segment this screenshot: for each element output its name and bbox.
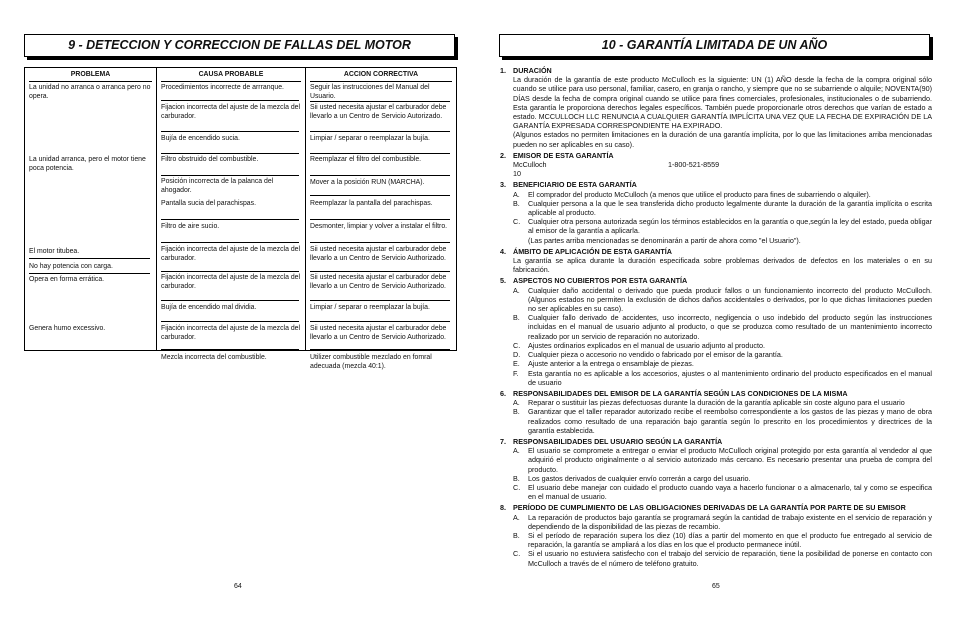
action-cell: Sii usted necesita ajustar el carburador debe llevarlo a un Centro de Servicio Authorizado. bbox=[310, 274, 447, 290]
row-divider bbox=[161, 175, 299, 176]
row-divider bbox=[310, 349, 450, 350]
action-cell: Seguir las instrucciones del Manual del Usuario. bbox=[310, 84, 430, 100]
cause-cell: Procedimientos incorrecte de arrranque. bbox=[161, 84, 284, 91]
list-item: B. Si el período de reparación supera los diez (10) días a partir del momento en que el producto fue entregado al servicio de reparación, la garantía se ampliará a los días en los que el producto permanece inútil. bbox=[513, 530, 932, 550]
row-divider bbox=[310, 175, 450, 176]
action-header: ACCION CORRECTIVA bbox=[310, 71, 452, 82]
list-item: E. Ajuste anterior a la entrega o ensamblaje de piezas. bbox=[513, 359, 694, 369]
list-item: A. Cualquier daño accidental o derivado que pueda producir fallos o un funcionamiento incorrecto del producto McCulloch.(Algunos estados no permiten la exclusión de dichos daños accidentales o derivados, por lo que dichas limitaciones pueden no ser aplicables en su caso). bbox=[513, 285, 932, 314]
cause-header: CAUSA PROBABLE bbox=[161, 71, 301, 82]
row-divider bbox=[310, 271, 450, 272]
row-divider bbox=[161, 219, 299, 220]
section-heading: 2. EMISOR DE ESTA GARANTÍA bbox=[500, 150, 614, 160]
section-9-title-box bbox=[24, 34, 455, 57]
issuer-line bbox=[500, 160, 932, 169]
section-heading: 5. ASPECTOS NO CUBIERTOS POR ESTA GARANTÍA bbox=[500, 276, 688, 286]
section-heading: 7. RESPONSABILIDADES DEL USUARIO SEGÚN LA GARANTÍA bbox=[500, 436, 723, 446]
cause-cell: Filtro de aire sucio. bbox=[161, 223, 220, 230]
cause-cell: Mezcla incorrecta del combustible. bbox=[161, 354, 267, 361]
section-heading: 8. PERÍODO DE CUMPLIMIENTO DE LAS OBLIGACIONES DERIVADAS DE LA GARANTÍA POR PARTE DE SU EMISOR bbox=[500, 503, 906, 513]
page-number: 65 bbox=[712, 583, 720, 590]
action-cell: Sii usted necesita ajustar el carburador debe llevarlo a un Centro de Servicio Authorizado. bbox=[310, 246, 447, 262]
list-item: F. Esta garantía no es aplicable a los accesorios, ajustes o al mantenimiento ordinario del producto especificados en el manual de usuario bbox=[513, 368, 932, 387]
row-divider bbox=[310, 101, 450, 102]
list-item: C. Ajustes ordinarios explicados en el manual de usuario adjunto al producto. bbox=[513, 340, 765, 350]
row-divider bbox=[310, 195, 450, 196]
list-item: C. Cualquier otra persona autorizada según los términos establecidos en la garantía o que,según la ley del estado, pueda obligar al emisor de la garantía a aplicarla. bbox=[513, 217, 932, 236]
list-item: B. Cualquier fallo derivado de accidentes, uso incorrecto, negligencia o uso indebido del producto según las instrucciones incluidas en el manual de usuario adjunto al producto, o que se produzca como resultado de un mantenimiento incorrecto realizado por un servicio de reparación no autorizado. bbox=[513, 313, 932, 341]
cause-cell: Filtro obstruido del combustible. bbox=[161, 156, 259, 163]
issuer-phone: 1-800-521-8559 bbox=[668, 160, 720, 170]
problem-cell: No hay potencia con carga. bbox=[29, 263, 113, 270]
cause-cell: Posición incorrecta de la palanca del ahogador. bbox=[161, 178, 274, 194]
section-heading: 6. RESPONSABILIDADES DEL EMISOR DE LA GARANTÍA SEGÚN LAS CONDICIONES DE LA MISMA bbox=[500, 388, 848, 398]
action-cell: Sii usted necesita ajustar el carburador debe llevarlo a un Centro de Servicio Authorizado. bbox=[310, 325, 447, 341]
row-divider bbox=[161, 321, 299, 322]
action-cell: Sii usted necesita ajustar el carburador debe llevarlo a un Centro de Servicio Autorizado. bbox=[310, 104, 447, 120]
list-item: B. Cualquier persona a la que le sea transferida dicho producto legalmente durante la duración de la garantía implícita o escrita aplicable al producto. bbox=[513, 198, 932, 218]
list-item: C. Si el usuario no estuviera satisfecho con el trabajo del servicio de reparación, tiene la posibilidad de ponerse en contacto con McCulloch a través de el número de teléfono gratuito. bbox=[513, 549, 932, 568]
action-cell: Reemplazar el filtro del combustible. bbox=[310, 156, 422, 163]
issuer-extra: 10 bbox=[513, 169, 521, 179]
cause-cell: Pantalla sucia del parachispas. bbox=[161, 200, 256, 207]
problem-header: PROBLEMA bbox=[29, 71, 152, 82]
row-divider bbox=[29, 258, 150, 259]
row-divider bbox=[161, 271, 299, 272]
row-divider bbox=[161, 349, 299, 350]
section-10-title: 10 - GARANTÍA LIMITADA DE UN AÑO bbox=[601, 38, 828, 52]
problem-cell: La unidad arranca, pero el motor tiene poca potencia. bbox=[29, 156, 146, 172]
problem-cell: Genera humo excessivo. bbox=[29, 325, 106, 332]
problem-cell: El motor titubea. bbox=[29, 248, 80, 255]
page-number: 64 bbox=[234, 583, 242, 590]
row-divider bbox=[310, 242, 450, 243]
row-divider bbox=[161, 242, 299, 243]
cause-cell: Fijación incorrecta del ajuste de la mezcla del carburador. bbox=[161, 274, 301, 290]
list-item: C. El usuario debe manejar con cuidado el producto cuando vaya a hacerlo funcionar o a almacenarlo, tal y como se especifica en el manual de usuario. bbox=[513, 482, 932, 502]
action-column bbox=[305, 68, 456, 370]
problem-cell: La unidad no arranca o arranca pero no opera. bbox=[29, 84, 151, 100]
cause-cell: Fijación incorrecta del ajuste de la mezcla del carburador. bbox=[161, 246, 301, 262]
action-cell: Utilizer combustible mezclado en fomral adecuada (mezcla 40:1). bbox=[310, 354, 432, 370]
section-heading: 1. DURACIÓN bbox=[500, 66, 552, 75]
row-divider bbox=[161, 300, 299, 301]
paragraph: La duración de la garantía de este producto McCulloch es la siguiente: UN (1) AÑO desde la fecha de la compra original sólo cuando se utilice para uso personal, familiar, casero, en granja o rancho, y siempre que no se subarriende o alquile; NOVENTA(90) DÍAS desde la fecha de compra original cuando se utilice para fines comerciales, profesionales, institucionales o de subarriendo. Esta garantía le proporciona derechos legales específicos. También puede proporcionarle otros derechos que varían de estado a estado. MCCULLOCH LLC RENUNCIA A CUALQUIER GARANTÍA IMPLÍCITA UNA VEZ QUE LA FECHA DE EXPIRACIÓN DE LA GARANTÍA EXPRESADA CORRESPONDIENTE HA EXPIRADO. bbox=[513, 75, 932, 131]
row-divider bbox=[161, 100, 299, 101]
list-item: A. Reparar o sustituir las piezas defectuosas durante la duración de la garantía aplicable sin coste alguno para el usuario bbox=[513, 398, 905, 408]
list-item: A. El comprador del producto McCulloch (a menos que utilice el producto para fines de subarriendo o alquiler). bbox=[513, 189, 871, 199]
row-divider bbox=[310, 153, 450, 154]
section-10-title-box bbox=[499, 34, 930, 57]
row-divider bbox=[310, 219, 450, 220]
action-cell: Limpiar / separar o reemplazar la bujía. bbox=[310, 304, 430, 311]
action-cell: Mover a la posición RUN (MARCHA). bbox=[310, 179, 425, 186]
list-item: B. Los gastos derivados de cualquier envío correrán a cargo del usuario. bbox=[513, 473, 751, 483]
action-cell: Reemplazar la pantalla del parachispas. bbox=[310, 200, 433, 207]
row-divider bbox=[29, 273, 150, 274]
action-cell: Desmonter, limpiar y volver a instalar el filtro. bbox=[310, 223, 448, 230]
warranty-text bbox=[500, 64, 932, 568]
row-divider bbox=[161, 131, 299, 132]
list-item: D. Cualquier pieza o accesorio no vendido o fabricado por el emisor de la garantía. bbox=[513, 350, 783, 360]
row-divider bbox=[161, 153, 299, 154]
problem-cell: Opera en forma errática. bbox=[29, 276, 105, 283]
list-item: A. La reparación de productos bajo garantía se programará según la cantidad de trabajo existente en el servicio de reparación y dependiendo de la disponibilidad de las piezas de recambio. bbox=[513, 512, 932, 531]
issuer-name: McCulloch bbox=[513, 160, 547, 170]
troubleshooting-table bbox=[24, 67, 457, 370]
list-item: A. El usuario se compromete a entregar o enviar el producto McCulloch original protegido por esta garantía al vendedor al que adquirió el producto originalmente o al servicio autorizado más cercano. Es necesario presentar una prueba de compra del producto. bbox=[513, 446, 932, 474]
cause-cell: Bujía de encendido sucia. bbox=[161, 135, 240, 142]
row-divider bbox=[310, 300, 450, 301]
action-cell: Limpiar / separar o reemplazar la bujía. bbox=[310, 135, 430, 142]
section-heading: 3. BENEFICIARIO DE ESTA GARANTÍA bbox=[500, 180, 637, 190]
paragraph: (Algunos estados no permiten limitaciones en la duración de una garantía implícita, por lo que las limitaciones arriba mencionadas pueden no ser aplicables en su caso). bbox=[513, 130, 932, 149]
note: (Las partes arriba mencionadas se denominarán a partir de ahora como "el Usuario"). bbox=[528, 235, 801, 245]
row-divider bbox=[310, 321, 450, 322]
cause-cell: Fijacion incorrecta del ajuste de la mezcla del carburador. bbox=[161, 104, 301, 120]
list-item: B. Garantizar que el taller reparador autorizado recibe el reembolso correspondiente a los gastos de las piezas y mano de obra realizados como resultado de una reparación bajo garantía según lo prescrito en los procedimientos y directrices de la garantía establecida. bbox=[513, 407, 932, 435]
cause-cell: Bujía de encendido mal dividia. bbox=[161, 304, 257, 311]
section-9-title: 9 - DETECCION Y CORRECCION DE FALLAS DEL MOTOR bbox=[68, 38, 411, 52]
section-heading: 4. ÁMBITO DE APLICACIÓN DE ESTA GARANTÍA bbox=[500, 246, 672, 256]
cause-cell: Fijación incorrecta del ajuste de la mezcla del carburador. bbox=[161, 325, 301, 341]
cause-column bbox=[156, 68, 305, 361]
problem-column bbox=[25, 68, 156, 350]
paragraph: La garantía se aplica durante la duración especificada sobre problemas derivados de defectos en los materiales o en su fabricación. bbox=[513, 256, 932, 275]
row-divider bbox=[310, 131, 450, 132]
